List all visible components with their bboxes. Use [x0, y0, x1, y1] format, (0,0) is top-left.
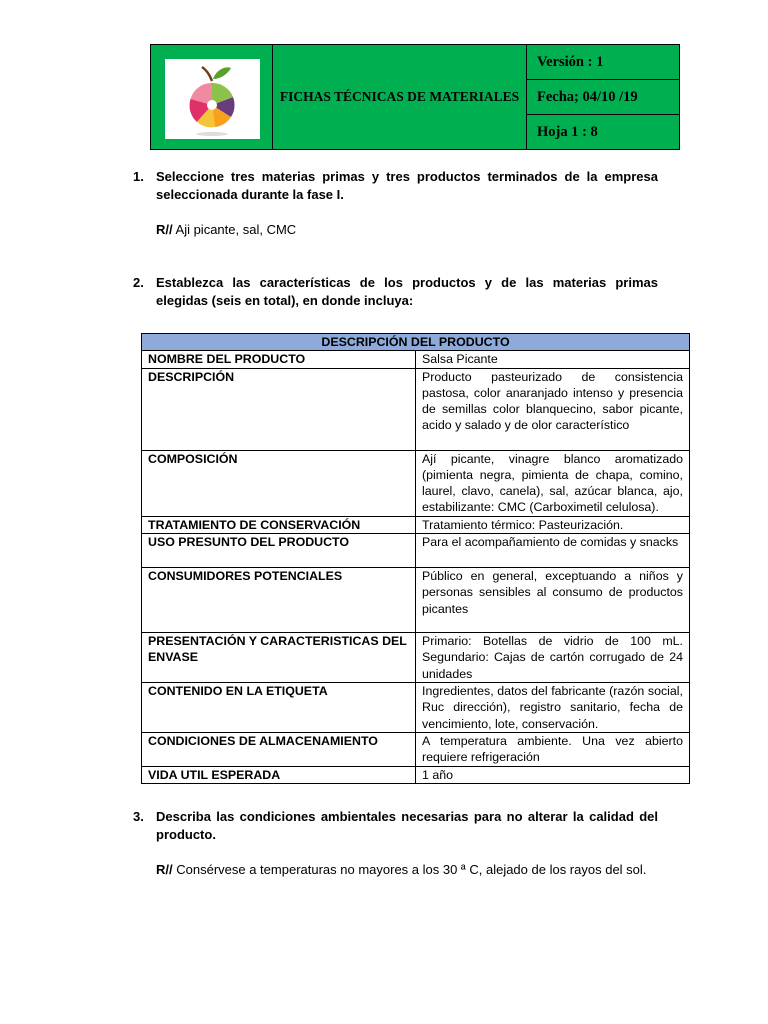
answer-text: Aji picante, sal, CMC: [172, 222, 297, 237]
question-text: Seleccione tres materias primas y tres productos terminados de la empresa seleccionada durante la fase I.: [156, 169, 658, 202]
date-label: Fecha; 04/10 /19: [527, 80, 680, 115]
answer-label: R//: [156, 222, 173, 237]
table-row-key: CONDICIONES DE ALMACENAMIENTO: [142, 733, 416, 767]
table-row-key: NOMBRE DEL PRODUCTO: [142, 351, 416, 368]
table-row-key: CONSUMIDORES POTENCIALES: [142, 568, 416, 633]
question-text: Describa las condiciones ambientales necesarias para no alterar la calidad del producto.: [156, 809, 658, 842]
document-header: [150, 44, 680, 150]
table-row-value: Producto pasteurizado de consistencia pastosa, color anaranjado intenso y presencia de semillas color blanquecino, sabor picante, acido y salado y de olor característico: [416, 368, 690, 450]
fruit-logo-icon: [165, 59, 260, 139]
answer-label: R//: [156, 862, 173, 877]
answer-3: [156, 861, 646, 879]
company-logo: [165, 59, 260, 139]
document-title: FICHAS TÉCNICAS DE MATERIALES: [273, 45, 527, 150]
question-text: Establezca las características de los productos y de las materias primas elegidas (seis en total), en donde incluya:: [156, 275, 658, 308]
sheet-label: Hoja 1 : 8: [527, 115, 680, 150]
table-row-key: DESCRIPCIÓN: [142, 368, 416, 450]
table-row-key: VIDA UTIL ESPERADA: [142, 767, 416, 784]
table-row-value: Ingredientes, datos del fabricante (razón social, Ruc dirección), registro sanitario, fecha de vencimiento, lote, conservación.: [416, 683, 690, 733]
question-number: 2.: [133, 275, 144, 290]
table-row-key: TRATAMIENTO DE CONSERVACIÓN: [142, 516, 416, 533]
version-label: Versión : 1: [527, 45, 680, 80]
table-row-key: PRESENTACIÓN Y CARACTERISTICAS DEL ENVASE: [142, 633, 416, 683]
question-number: 1.: [133, 169, 144, 184]
answer-1: [156, 221, 296, 239]
table-row-value: Público en general, exceptuando a niños y personas sensibles al consumo de productos picantes: [416, 568, 690, 633]
table-row-value: Ají picante, vinagre blanco aromatizado (pimienta negra, pimienta de chapa, comino, laurel, clavo, canela), sal, azúcar blanca, ajo, estabilizante: CMC (Carboximetil celulosa).: [416, 450, 690, 516]
product-description-table: [141, 333, 690, 784]
logo-cell: [151, 45, 273, 150]
question-number: 3.: [133, 809, 144, 824]
table-row-value: Salsa Picante: [416, 351, 690, 368]
table-row-key: USO PRESUNTO DEL PRODUCTO: [142, 534, 416, 568]
table-row-key: CONTENIDO EN LA ETIQUETA: [142, 683, 416, 733]
table-heading: DESCRIPCIÓN DEL PRODUCTO: [142, 334, 690, 351]
table-row-value: A temperatura ambiente. Una vez abierto requiere refrigeración: [416, 733, 690, 767]
table-row-value: Para el acompañamiento de comidas y snacks: [416, 534, 690, 568]
table-row-value: 1 año: [416, 767, 690, 784]
table-row-key: COMPOSICIÓN: [142, 450, 416, 516]
table-row-value: Tratamiento térmico: Pasteurización.: [416, 516, 690, 533]
table-row-value: Primario: Botellas de vidrio de 100 mL. Segundario: Cajas de cartón corrugado de 24 unidades: [416, 633, 690, 683]
answer-text: Consérvese a temperaturas no mayores a los 30 ª C, alejado de los rayos del sol.: [172, 862, 647, 877]
